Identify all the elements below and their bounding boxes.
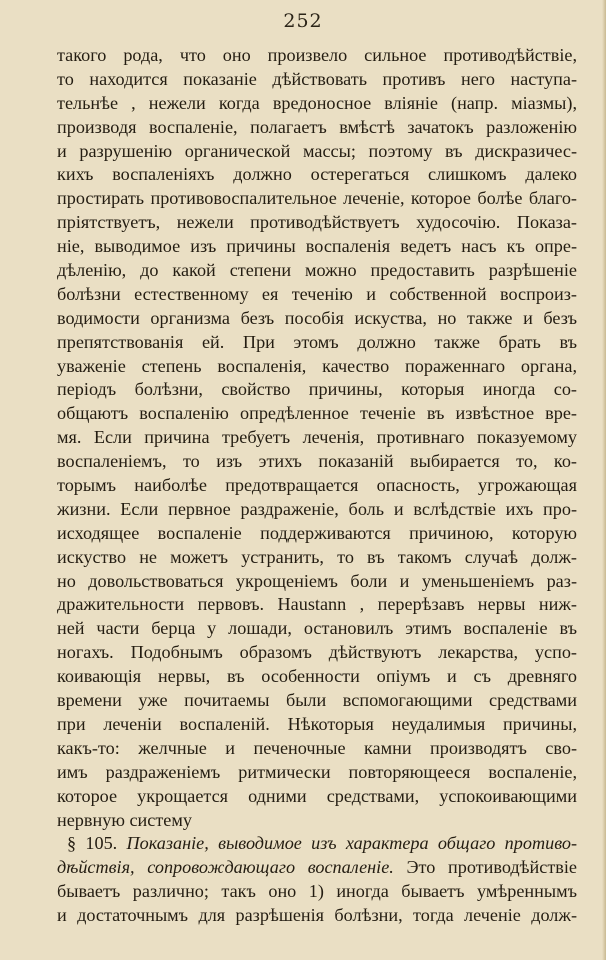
page-number: 252 — [283, 10, 323, 32]
text-line: и разрушенію органической массы; поэтому въ дискразичес- — [57, 140, 577, 161]
text-line: нервную систему — [57, 809, 192, 830]
text-line: которое укрощается одними средствами, успокоивающими — [57, 785, 577, 806]
section-number: § 105. — [67, 833, 127, 854]
text-line: искуство не можетъ устранить, то въ такомъ случаѣ долж- — [57, 546, 577, 567]
text-line: общаютъ воспаленію опредѣленное теченіе въ извѣстное вре- — [57, 403, 577, 424]
text-line: дражительности первовъ. Haustann , перерѣзавъ нервы ниж- — [57, 594, 577, 615]
section-heading-line — [57, 832, 577, 856]
text-line: дѣленію, до какой степени можно предоставить разрѣшеніе — [57, 260, 577, 281]
text-line: имъ раздраженіемъ ритмически повторяющееся воспаленіе, — [57, 761, 577, 782]
section-title: дѣйствія, сопровождающаго воспаленіе. — [57, 857, 394, 878]
text-line: жизни. Если первное раздраженіе, боль и вслѣдствіе ихъ про- — [57, 498, 577, 519]
text-line: но довольствоваться укрощеніемъ боли и уменьшеніемъ раз- — [57, 570, 577, 591]
text-line: водимости организма безъ пособія искуства, но также и безъ — [57, 307, 577, 328]
text-line: препятствованія ей. При этомъ должно также брать въ — [57, 331, 577, 352]
text-line: и достаточнымъ для разрѣшенія болѣзни, тогда леченіе долж- — [57, 905, 577, 926]
text-line: то находится показаніе дѣйствовать противъ него наступа- — [57, 68, 577, 89]
page-edge-shadow — [602, 0, 606, 960]
text-line: бываетъ различно; такъ оно 1) иногда бываетъ умѣреннымъ — [57, 881, 577, 902]
text-line: болѣзни естественному ея теченію и собственной воспроиз- — [57, 283, 577, 304]
text-line: коивающія нервы, въ особенности опіумъ и съ древняго — [57, 666, 577, 687]
text-line: такого рода, что оно произвело сильное противодѣйствіе, — [57, 45, 577, 65]
text-line: періодъ болѣзни, свойство причины, которыя иногда со- — [57, 379, 577, 400]
text-line: при леченіи воспаленій. Нѣкоторыя неудалимыя причины, — [57, 713, 577, 734]
text-line: мя. Если причина требуетъ леченія, противнаго показуемому — [57, 427, 577, 448]
text-line: времени уже почитаемы были вспомогающими средствами — [57, 690, 577, 711]
text-line: простирать противовоспалительное леченіе, которое болѣе благо- — [57, 188, 577, 209]
text-line: какъ-то: желчные и печеночные камни производятъ сво- — [57, 737, 577, 758]
text-line: кихъ воспаленіяхъ должно остерегаться слишкомъ далеко — [57, 164, 577, 185]
text-line: торымъ наиболѣе предотвращается опасность, угрожающая — [57, 475, 577, 496]
text-line: производя воспаленіе, полагаетъ вмѣстѣ зачатокъ разложенію — [57, 116, 577, 137]
text-line: дѣйствія, сопровождающаго воспаленіе. Это противодѣйствіе — [57, 857, 577, 878]
text-line: ногахъ. Подобнымъ образомъ дѣйствуютъ лекарства, успо- — [57, 642, 577, 663]
text-line: тельнѣе , нежели когда вредоносное вліяніе (напр. міазмы), — [57, 92, 577, 113]
section-title: Показаніе, выводимое изъ характера общаго противо- — [126, 833, 577, 854]
text-line: ніе, выводимое изъ причины воспаленія ведетъ насъ къ опре- — [57, 236, 577, 257]
text-line: уваженіе степень воспаленія, качество пораженнаго органа, — [57, 355, 577, 376]
text-line: пріятствуетъ, нежели противодѣйствуетъ худосочію. Показа- — [57, 212, 577, 233]
text-line: исходящее воспаленіе поддерживаются причиною, которую — [57, 522, 577, 543]
text-line: ней части берца у лошади, остановилъ этимъ воспаленіе въ — [57, 618, 577, 639]
text-line: воспаленіемъ, то изъ этихъ показаній выбирается то, ко- — [57, 451, 577, 472]
body-text — [57, 44, 577, 928]
